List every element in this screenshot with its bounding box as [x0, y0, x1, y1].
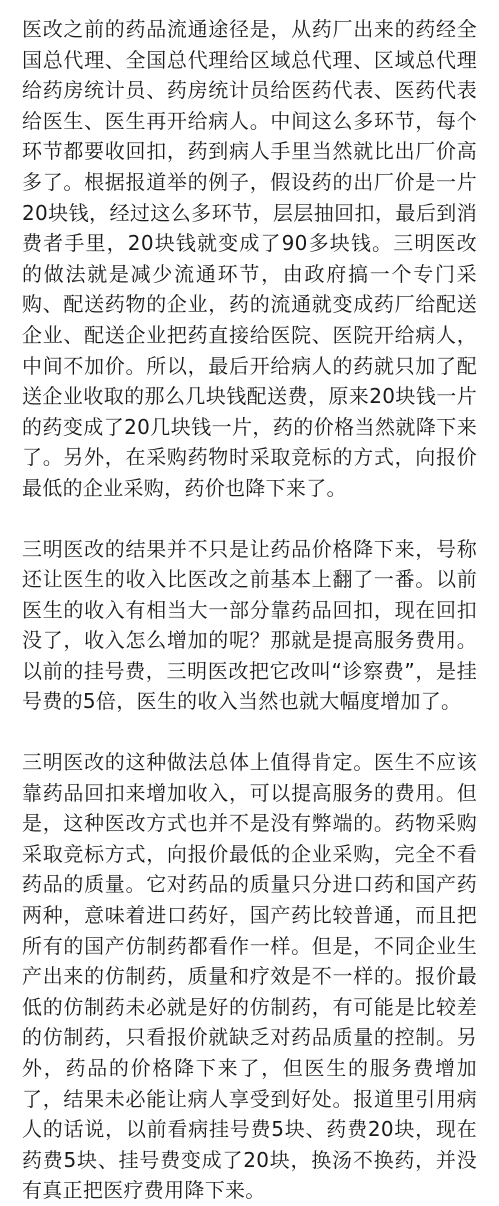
paragraph-drug-distribution: 医改之前的药品流通途径是，从药厂出来的药经全国总代理、全国总代理给区域总代理、区域总代理给药房统计员、药房统计员给医药代表、医药代表给医生、医生再开给病人。中间这么多环节，每个环节都要收回扣，药到病人手里当然就比出厂价高多了。根据报道举的例子，假设药的出厂价是一片20块钱，经过这么多环节，层层抽回扣，最后到消费者手里，20块钱就变成了90多块钱。三明医改的做法就是减少流通环节，由政府搞一个专门采购、配送药物的企业，药的流通就变成药厂给配送企业、配送企业把药直接给医院、医院开给病人，中间不加价。所以，最后开给病人的药就只加了配送企业收取的那么几块钱配送费，原来20块钱一片的药变成了20几块钱一片，药的价格当然就降下来了。另外，在采购药物时采取竞标的方式，向报价最低的企业采购，药价也降下来了。	[22, 17, 477, 500]
paragraph-doctor-income: 三明医改的结果并不只是让药品价格降下来，号称还让医生的收入比医改之前基本上翻了一番。以前医生的收入有相当大一部分靠药品回扣，现在回扣没了，收入怎么增加的呢？那就是提高服务费用。以前的挂号费，三明医改把它改叫“诊察费”，是挂号费的5倍，医生的收入当然也就大幅度增加了。	[22, 536, 477, 714]
paragraph-evaluation: 三明医改的这种做法总体上值得肯定。医生不应该靠药品回扣来增加收入，可以提高服务的费用。但是，这种医改方式也并不是没有弊端的。药物采购采取竞标方式，向报价最低的企业采购，完全不看药品的质量。它对药品的质量只分进口药和国产药两种，意味着进口药好，国产药比较普通，而且把所有的国产仿制药都看作一样。但是，不同企业生产出来的仿制药，质量和疗效是不一样的。报价最低的仿制药未必就是好的仿制药，有可能是比较差的仿制药，只看报价就缺乏对药品质量的控制。另外，药品的价格降下来了，但医生的服务费增加了，结果未必能让病人享受到好处。报道里引用病人的话说，以前看病挂号费5块、药费20块，现在药费5块、挂号费变成了20块，换汤不换药，并没有真正把医疗费用降下来。	[22, 750, 477, 1203]
